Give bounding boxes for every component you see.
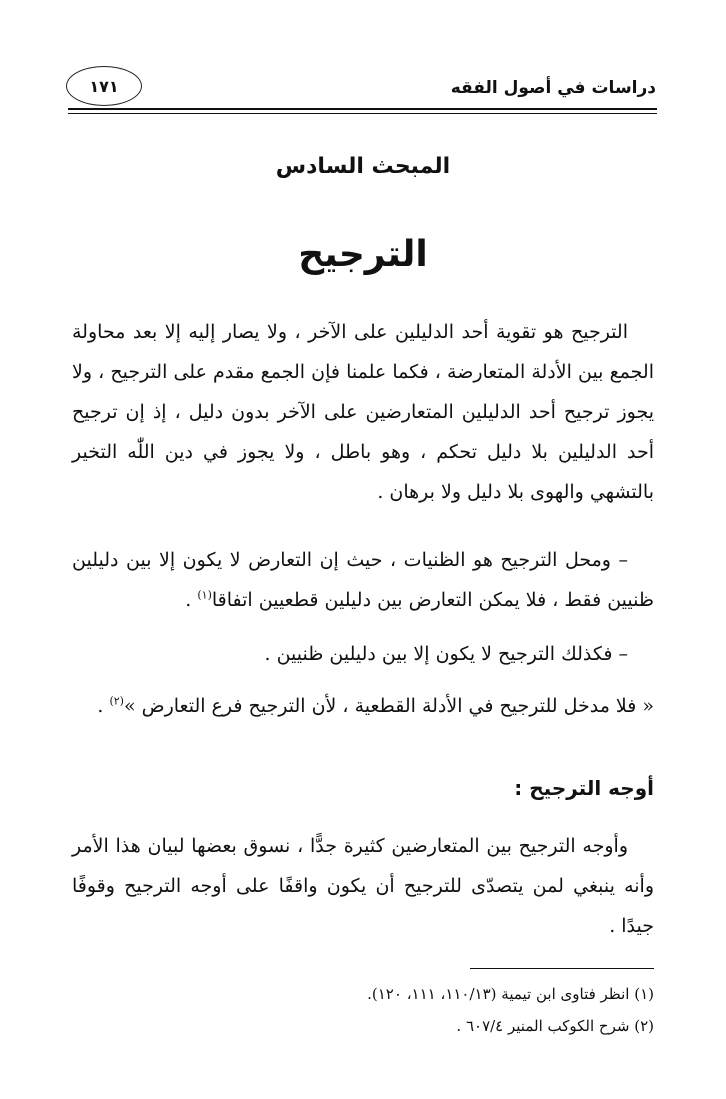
chapter-title: الترجيح: [298, 234, 428, 275]
paragraph-quote: [72, 686, 654, 726]
paragraph-consequence: – فكذلك الترجيح لا يكون إلا بين دليلين ظنيين .: [264, 643, 628, 665]
paragraph-scope: [72, 540, 654, 620]
section-title: المبحث السادس: [275, 154, 451, 179]
footnote-2: (٢) شرح الكوكب المنير ٦٠٧/٤ .: [456, 1017, 654, 1035]
paragraph-quote-text: « فلا مدخل للترجيح في الأدلة القطعية ، لأن الترجيح فرع التعارض »: [123, 695, 654, 717]
paragraph-scope-text: – ومحل الترجيح هو الظنيات ، حيث إن التعارض لا يكون إلا بين دليلين ظنيين فقط ، فلا يمكن التعارض بين دليلين قطعيين اتفاقا: [72, 549, 654, 611]
paragraph-methods: وأوجه الترجيح بين المتعارضين كثيرة جدًّا ، نسوق بعضها لبيان هذا الأمر وأنه ينبغي لمن يتصدّى للترجيح أن يكون واقفًا على أوجه الترجيح وقوفًا جيدًا .: [72, 835, 654, 937]
footnote-ref-2: (٢): [109, 694, 124, 708]
page-number: ١٧١: [66, 66, 142, 106]
footnote-separator: [470, 968, 654, 969]
paragraph-scope-end: .: [185, 589, 198, 611]
paragraph-quote-end: .: [97, 695, 110, 717]
paragraph-definition: الترجيح هو تقوية أحد الدليلين على الآخر ، ولا يصار إليه إلا بعد محاولة الجمع بين الأدلة المتعارضة ، فكما علمنا فإن الجمع مقدم على الترجيح ، ولا يجوز ترجيح أحد الدليلين المتعارضين على الآخر بدون دليل ، إذ إن ترجيح أحد الدليلين بلا دليل تحكم ، وهو باطل ، ولا يجوز في دين اللّٰه التخير بالتشهي والهوى بلا دليل ولا برهان .: [72, 321, 654, 503]
footnote-ref-1: (١): [197, 588, 212, 602]
header-rule-thin: [68, 113, 657, 114]
footnote-1: (١) انظر فتاوى ابن تيمية (١١٠/١٣، ١١١، ١٢٠).: [367, 985, 654, 1003]
subheading-methods: أوجه الترجيح :: [514, 776, 654, 800]
header-rule-thick: [68, 108, 657, 110]
running-header-title: دراسات في أصول الفقه: [450, 78, 656, 98]
